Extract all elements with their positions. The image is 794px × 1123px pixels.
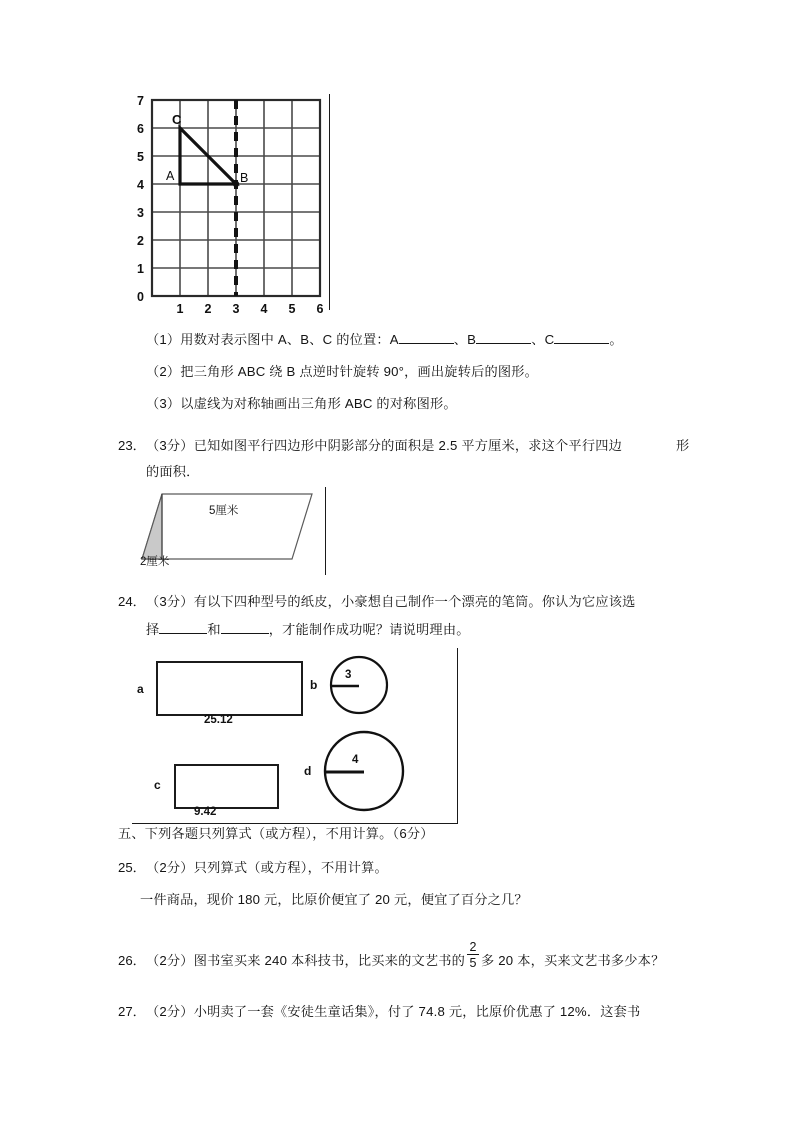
shape-c-rectangle [174, 764, 279, 809]
q27-number: 27． [118, 1004, 146, 1019]
shape-d-tag: d [304, 764, 312, 778]
q23-line1 [146, 436, 622, 455]
figure-right-rule-2 [325, 487, 326, 575]
q23-score: （3分） [146, 438, 194, 453]
q22-part1-sep2: 、C [531, 332, 555, 347]
q27-text: 小明卖了一套《安徒生童话集》，付了 74.8 元，比原价优惠了 12%．这套书 [193, 1004, 641, 1019]
coordinate-grid-svg [122, 92, 330, 318]
x-axis-labels [177, 302, 324, 316]
parallelogram-bottom-label: 2厘米 [140, 556, 170, 568]
q22-part1 [146, 330, 623, 349]
q25-score: （2分） [146, 860, 194, 875]
svg-text:2: 2 [204, 302, 212, 316]
q25-number: 25． [118, 860, 146, 875]
svg-text:7: 7 [137, 94, 144, 108]
answer-blank-b[interactable] [476, 343, 531, 344]
answer-blank-a[interactable] [399, 343, 454, 344]
circles-svg [307, 648, 457, 823]
shape-c-tag: c [154, 778, 161, 792]
answer-blank-shape-1[interactable] [159, 633, 207, 634]
parallelogram-top-label: 5厘米 [209, 505, 239, 517]
svg-text:6: 6 [316, 302, 324, 316]
svg-text:B: B [240, 171, 249, 185]
q26-line [146, 939, 665, 970]
q25-line1-text: 只列算式（或方程），不用计算。 [193, 860, 388, 875]
svg-text:4: 4 [260, 302, 268, 316]
shape-a-tag: a [137, 682, 144, 696]
shape-b-radius-label: 3 [345, 669, 352, 681]
q24-line2 [146, 620, 470, 639]
q26-score: （2分） [146, 953, 194, 968]
q24-line2-mid: 和 [207, 622, 221, 637]
q27-score: （2分） [146, 1004, 194, 1019]
svg-text:5: 5 [288, 302, 296, 316]
svg-text:3: 3 [232, 302, 240, 316]
fraction-numerator: 2 [469, 939, 477, 954]
y-axis-labels [137, 94, 144, 304]
coordinate-grid-figure [122, 92, 330, 318]
q24-score: （3分） [146, 594, 194, 609]
q23-number: 23． [118, 438, 146, 453]
svg-text:C: C [172, 112, 182, 127]
q22-part2: （2）把三角形 ABC 绕 B 点逆时针旋转 90°，画出旋转后的图形。 [146, 364, 539, 379]
shape-d-radius-label: 4 [352, 754, 359, 766]
parallelogram-figure [140, 487, 330, 579]
q22-part3: （3）以虚线为对称轴画出三角形 ABC 的对称图形。 [146, 396, 457, 411]
svg-text:1: 1 [137, 262, 144, 276]
svg-text:2: 2 [137, 234, 144, 248]
shape-a-rectangle [156, 661, 303, 716]
svg-text:6: 6 [137, 122, 144, 136]
vertex-b-dot [233, 181, 239, 187]
four-paper-shapes-figure [132, 648, 462, 830]
fraction-two-fifths [466, 939, 480, 970]
q26-number: 26． [118, 953, 146, 968]
svg-text:3: 3 [137, 206, 144, 220]
shape-a-dimension: 25.12 [204, 714, 233, 726]
figure-right-rule [329, 94, 330, 310]
q27-line [146, 1002, 640, 1021]
shaded-triangle [142, 494, 162, 559]
q24-line1-text: 有以下四种型号的纸皮，小豪想自己制作一个漂亮的笔筒。你认为它应该选 [193, 594, 636, 609]
svg-text:0: 0 [137, 290, 144, 304]
svg-text:4: 4 [137, 178, 144, 192]
q26-text-post: 多 20 本，买来文艺书多少本？ [481, 953, 665, 968]
q23-line2: 的面积． [146, 464, 200, 479]
q23-line1-wrap: 形 [676, 438, 690, 453]
shape-b-tag: b [310, 678, 318, 692]
q25-line1 [146, 858, 388, 877]
q26-text-pre: 图书室买来 240 本科技书，比买来的文艺书的 [193, 953, 466, 968]
q24-line2-post: ，才能制作成功呢？请说明理由。 [268, 622, 470, 637]
answer-blank-c[interactable] [554, 343, 609, 344]
q22-part1-lead: （1）用数对表示图中 A、B、C 的位置：A [146, 332, 399, 347]
shape-c-dimension: 9.42 [194, 806, 217, 818]
svg-text:5: 5 [137, 150, 144, 164]
q22-part1-tail: 。 [609, 332, 623, 347]
svg-text:1: 1 [176, 302, 184, 316]
fraction-denominator: 5 [469, 955, 477, 970]
q22-part1-sep1: 、B [453, 332, 477, 347]
section-five-heading: 五、下列各题只列算式（或方程），不用计算。（6分） [118, 826, 434, 841]
q24-number: 24． [118, 594, 146, 609]
figure-right-rule-3 [457, 648, 458, 823]
q25-line2: 一件商品，现价 180 元，比原价便宜了 20 元，便宜了百分之几？ [140, 892, 528, 907]
q23-line1-text: 已知如图平行四边形中阴影部分的面积是 2.5 平方厘米，求这个平行四边 [193, 438, 622, 453]
fraction-bar [467, 954, 479, 955]
answer-blank-shape-2[interactable] [221, 633, 269, 634]
q24-line1 [146, 592, 636, 611]
q24-line2-pre: 择 [146, 622, 160, 637]
svg-text:A: A [166, 169, 175, 183]
